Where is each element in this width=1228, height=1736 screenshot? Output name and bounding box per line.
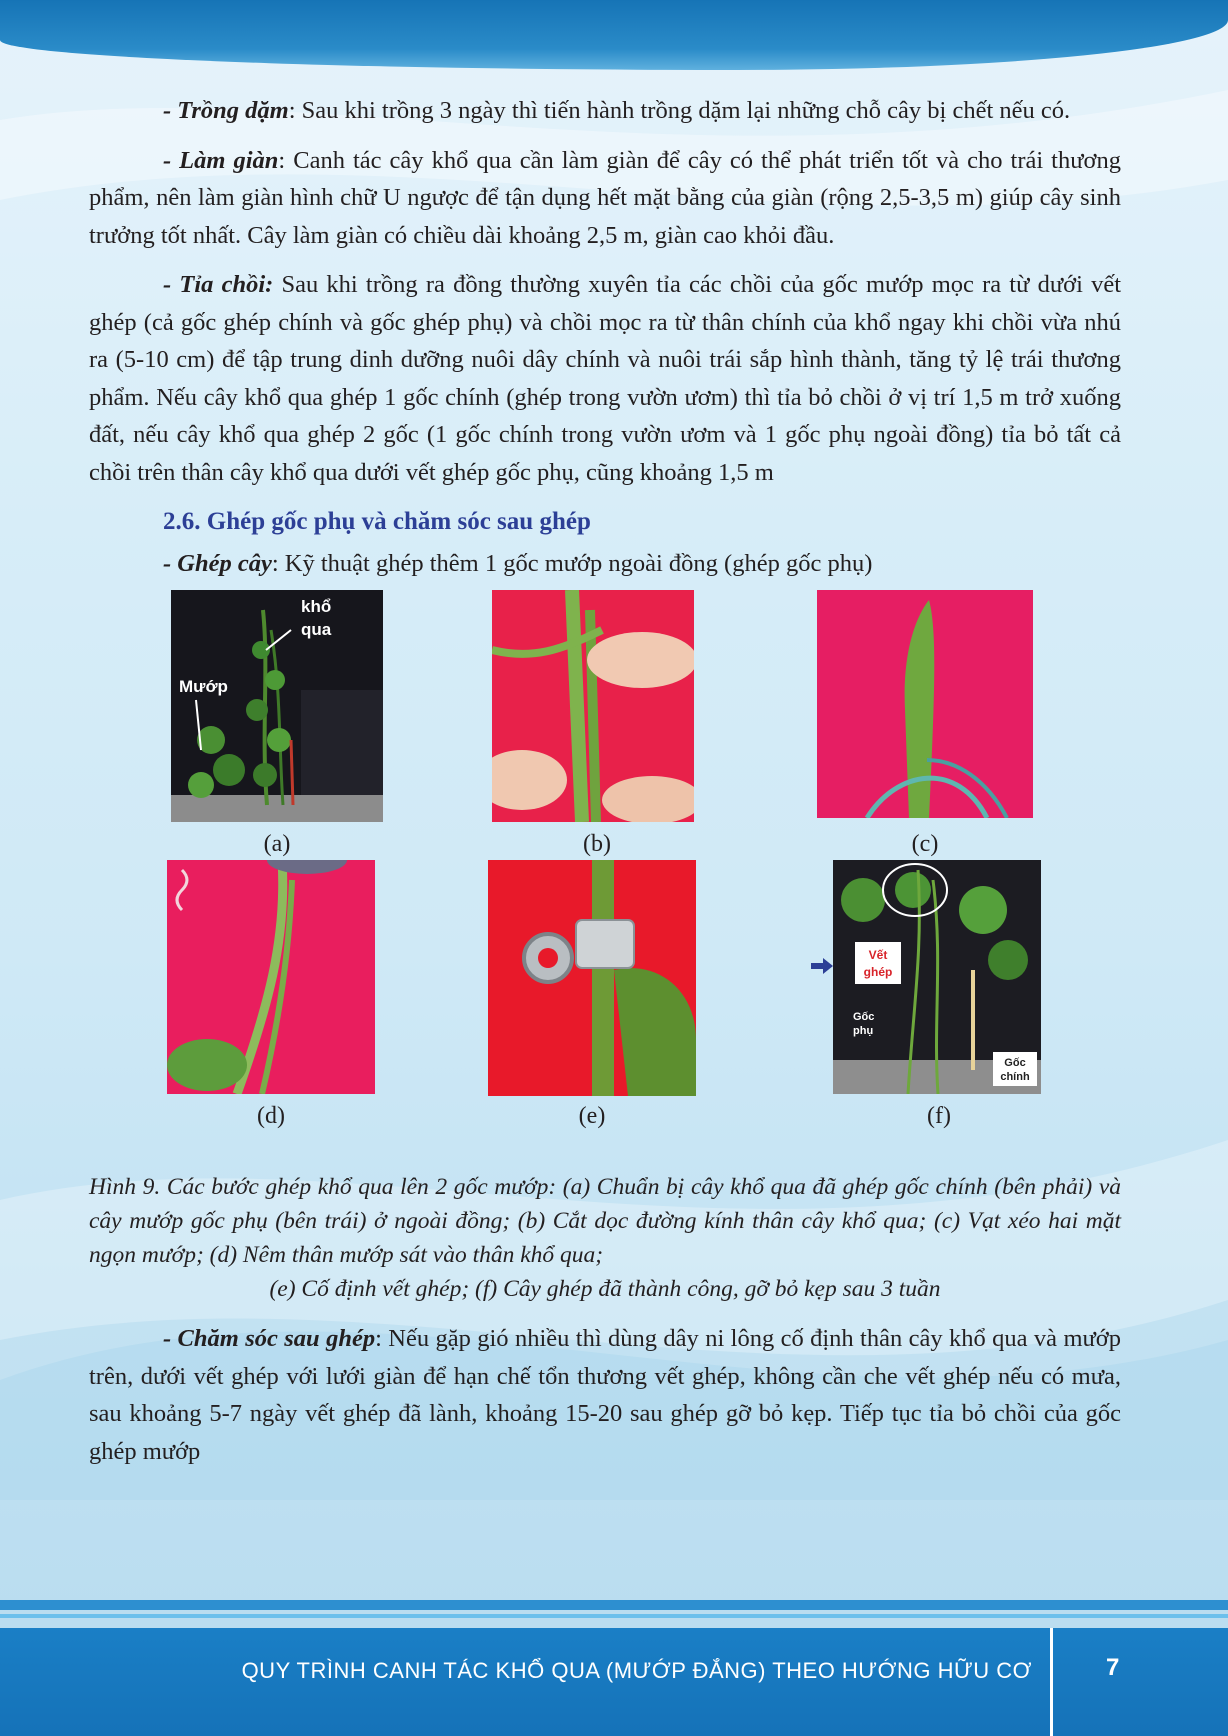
footer-stripe-top xyxy=(0,1600,1228,1610)
label-vet-ghep-1: Vết xyxy=(868,948,888,962)
text-lam-gian: : Canh tác cây khổ qua cần làm giàn để cây có thể phát triển tốt và cho trái thương phẩm, nên làm giàn hình chữ U ngược để tận dụng hết mặt bằng của giàn (rộng 2,5-3,5 m) giúp cây sinh trưởng tốt nhất. Cây làm giàn có chiều dài khoảng 2,5 m, giàn cao khỏi đầu. xyxy=(89,146,1121,249)
footer-title: QUY TRÌNH CANH TÁC KHỔ QUA (MƯỚP ĐẮNG) THEO HƯỚNG HỮU CƠ xyxy=(241,1658,1032,1683)
text-ghep-cay: : Kỹ thuật ghép thêm 1 gốc mướp ngoài đồng (ghép gốc phụ) xyxy=(271,549,873,577)
label-qua: qua xyxy=(301,620,332,639)
lead-cham-soc: - Chăm sóc sau ghép xyxy=(163,1325,376,1352)
footer-stripe-thin xyxy=(0,1614,1228,1618)
section-heading: 2.6. Ghép gốc phụ và chăm sóc sau ghép xyxy=(163,508,591,535)
lead-lam-gian: - Làm giàn xyxy=(163,146,279,174)
label-goc-chinh-2: chính xyxy=(1000,1071,1030,1083)
paragraph-tia-choi xyxy=(89,266,1121,491)
label-goc-phu-1: Gốc xyxy=(853,1011,875,1023)
photo-f xyxy=(833,860,1041,1094)
paragraph-trong-dam xyxy=(89,92,1121,130)
figure-grid xyxy=(89,590,1121,1170)
arrow-right-icon xyxy=(811,958,833,974)
label-goc-phu-2: phụ xyxy=(853,1025,874,1037)
caption-d: (d) xyxy=(257,1103,285,1129)
lead-ghep-cay: - Ghép cây xyxy=(163,549,272,577)
photo-c xyxy=(817,590,1033,818)
caption-e: (e) xyxy=(578,1103,606,1129)
caption-a: (a) xyxy=(263,831,291,857)
label-muop: Mướp xyxy=(179,677,228,696)
caption-f: (f) xyxy=(927,1103,951,1129)
figure-caption-last: (e) Cố định vết ghép; (f) Cây ghép đã thành công, gỡ bỏ kẹp sau 3 tuần xyxy=(269,1276,941,1302)
photo-a xyxy=(171,590,383,822)
text-cham-soc: : Nếu gặp gió nhiều thì dùng dây ni lông cố định thân cây khổ qua và mướp trên, dưới vết ghép với lưới giàn để hạn chế tổn thương vết ghép, không cần che vết ghép nếu có mưa, sau khoảng 5-7 ngày vết ghép đã lành, khoảng 15-20 sau ghép gỡ bỏ kẹp. Tiếp tục tỉa bỏ chồi của gốc ghép mướp xyxy=(89,1325,1121,1465)
top-decorative-band xyxy=(0,0,1228,70)
figure-caption-main: Hình 9. Các bước ghép khổ qua lên 2 gốc mướp: (a) Chuẩn bị cây khổ qua đã ghép gốc chính (bên phải) và cây mướp gốc phụ (bên trái) ở ngoài đồng; (b) Cắt dọc đường kính thân cây khổ qua; (c) Vạt xéo hai mặt ngọn mướp; (d) Nêm thân mướp sát vào thân khổ qua; xyxy=(89,1174,1121,1268)
photo-e xyxy=(488,860,696,1096)
lead-trong-dam: - Trồng dặm xyxy=(163,97,289,124)
page-number: 7 xyxy=(1106,1654,1120,1681)
lead-tia-choi: - Tỉa chồi: xyxy=(163,271,274,298)
paragraph-ghep-cay xyxy=(89,545,1121,583)
photo-d xyxy=(167,860,375,1094)
footer-divider xyxy=(1050,1628,1053,1736)
paragraph-lam-gian xyxy=(89,142,1121,255)
caption-b: (b) xyxy=(583,831,611,857)
paragraph-cham-soc xyxy=(89,1320,1121,1470)
text-trong-dam: : Sau khi trồng 3 ngày thì tiến hành trồng dặm lại những chỗ cây bị chết nếu có. xyxy=(288,97,1071,124)
label-kho-qua: khổ xyxy=(301,597,332,616)
figure-caption xyxy=(89,1170,1121,1306)
text-tia-choi: Sau khi trồng ra đồng thường xuyên tỉa các chồi của gốc mướp mọc ra từ dưới vết ghép (cả gốc ghép chính và gốc ghép phụ) và chồi mọc ra từ thân chính của khổ ngay khi chồi vừa nhú ra (5-10 cm) để tập trung dinh dưỡng nuôi dây chính và nuôi trái sắp hình thành, tăng tỷ lệ trái thương phẩm. Nếu cây khổ qua ghép 1 gốc chính (ghép trong vườn ươm) thì tỉa bỏ chồi ở vị trí 1,5 m trở xuống đất, nếu cây khổ qua ghép 2 gốc (1 gốc chính trong vườn ươm và 1 gốc phụ ngoài đồng) tỉa bỏ tất cả chồi trên thân cây khổ qua dưới vết ghép gốc phụ, cũng khoảng 1,5 m xyxy=(89,271,1121,486)
label-goc-chinh-1: Gốc xyxy=(1004,1057,1026,1069)
page-footer xyxy=(0,1628,1228,1736)
page-content xyxy=(89,92,1121,1482)
label-vet-ghep-2: ghép xyxy=(863,965,893,979)
photo-b xyxy=(492,590,694,822)
caption-c: (c) xyxy=(911,831,939,857)
